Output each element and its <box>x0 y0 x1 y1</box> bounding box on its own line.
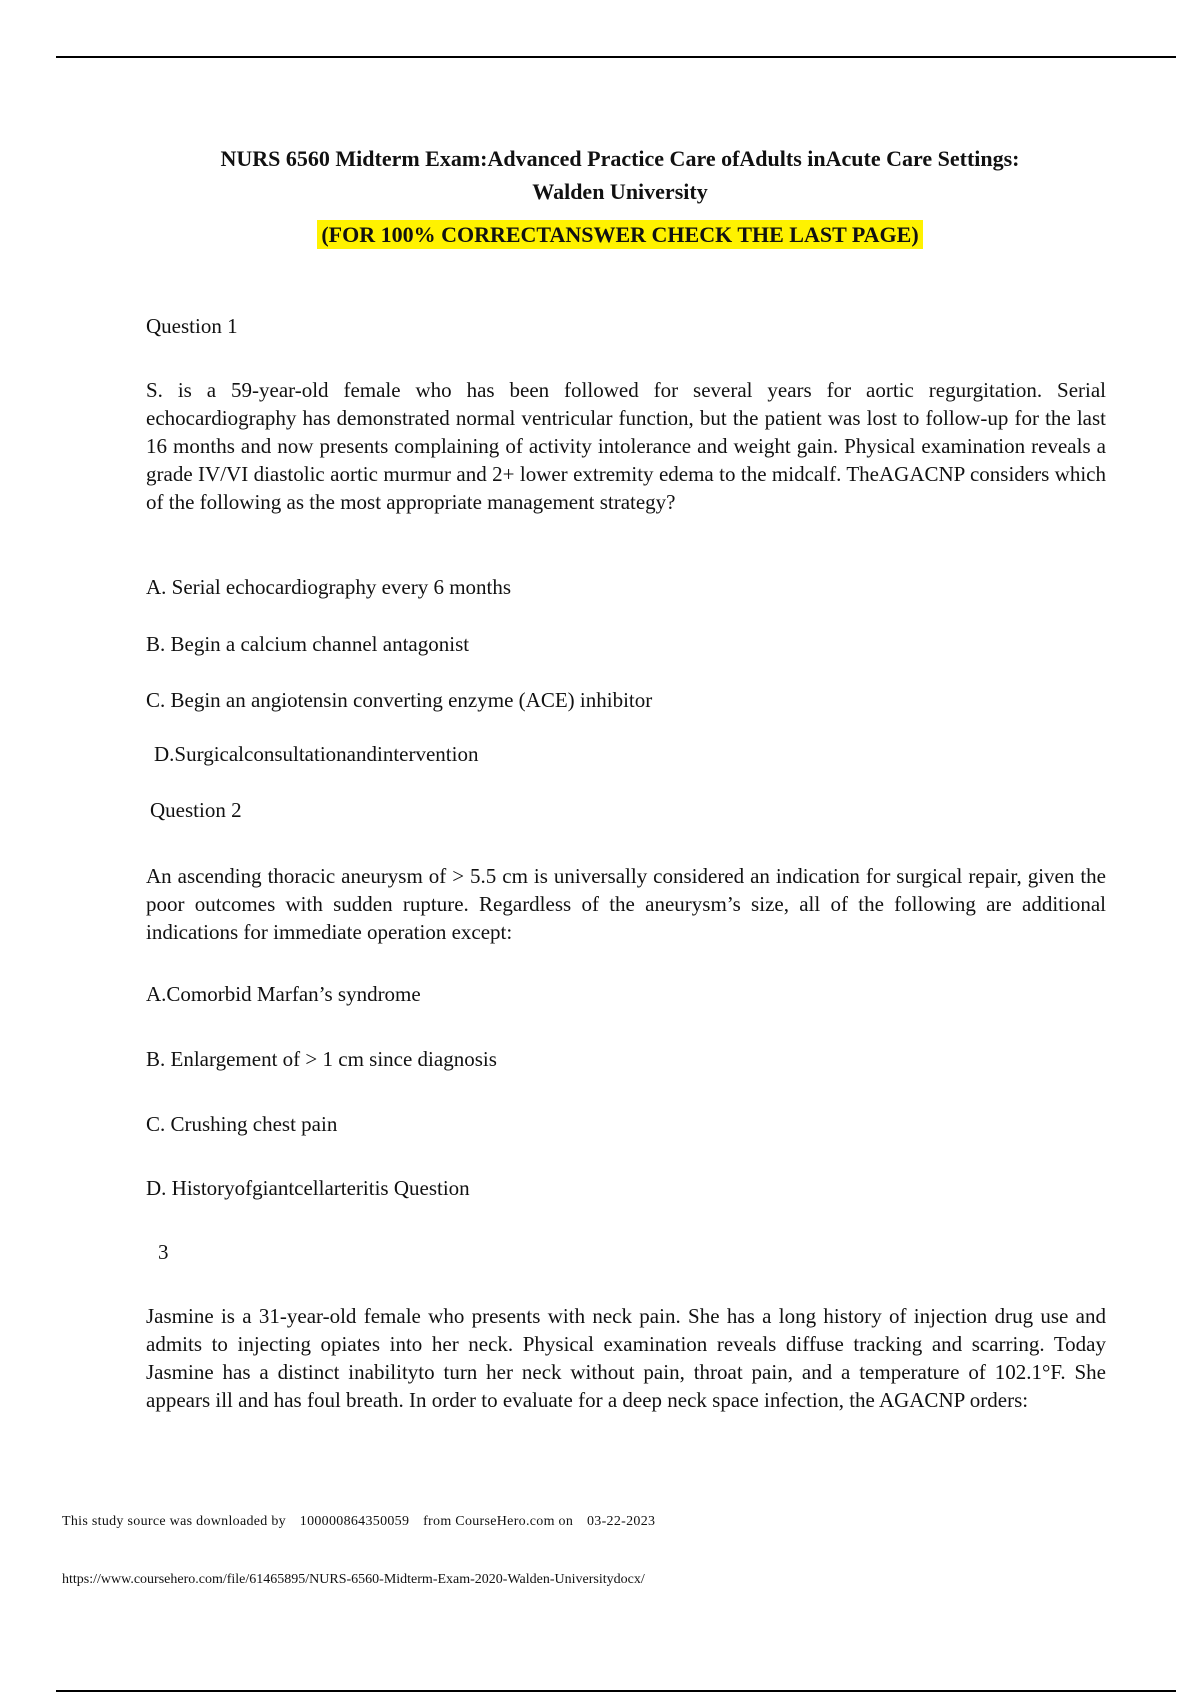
question-2-heading: Question 2 <box>150 798 242 822</box>
question-1-heading: Question 1 <box>146 314 238 338</box>
question-2-option-b: B. Enlargement of > 1 cm since diagnosis <box>146 1047 497 1071</box>
answer-banner <box>0 222 1200 248</box>
download-notice <box>62 1514 665 1530</box>
document-title <box>0 142 1200 208</box>
download-user-id: 100000864350059 <box>299 1514 410 1529</box>
download-source: from CourseHero.com on <box>423 1514 574 1529</box>
download-prefix: This study source was downloaded by <box>62 1514 286 1529</box>
question-2-option-d: D. Historyofgiantcellarteritis Question <box>146 1176 470 1200</box>
question-2-stem: An ascending thoracic aneurysm of > 5.5 cm is universally considered an indication for surgical repair, given the poor outcomes with sudden rupture. Regardless of the aneurysm’s size, all of the following are additional indications for immediate operation except: <box>146 864 1106 944</box>
source-url-link[interactable]: https://www.coursehero.com/file/61465895/NURS-6560-Midterm-Exam-2020-Walden-Universitydocx/ <box>62 1572 645 1587</box>
question-3-stem: Jasmine is a 31-year-old female who presents with neck pain. She has a long history of injection drug use and admits to injecting opiates into her neck. Physical examination reveals diffuse tracking and scarring. Today Jasmine has a distinct inabilityto turn her neck without pain, throat pain, and a temperature of 102.1°F. She appears ill and has foul breath. In order to evaluate for a deep neck space infection, the AGACNP orders: <box>146 1304 1106 1412</box>
question-1-option-b: B. Begin a calcium channel antagonist <box>146 632 470 656</box>
title-line-1: NURS 6560 Midterm Exam:Advanced Practice Care ofAdults inAcute Care Settings: <box>220 146 1020 171</box>
title-line-2: Walden University <box>532 179 708 204</box>
question-1-stem: S. is a 59-year-old female who has been followed for several years for aortic regurgitation. Serial echocardiography has demonstrated normal ventricular function, but the patient was lost to follow-up for the last 16 months and now presents complaining of activity intolerance and weight gain. Physical examination reveals a grade IV/VI diastolic aortic murmur and 2+ lower extremity edema to the midcalf. TheAGACNP considers which of the following as the most appropriate management strategy? <box>146 378 1106 514</box>
question-1-option-a: A. Serial echocardiography every 6 months <box>146 575 512 599</box>
question-1-option-c: C. Begin an angiotensin converting enzyme (ACE) inhibitor <box>146 688 653 712</box>
bottom-rule <box>56 1690 1176 1692</box>
answer-banner-text: (FOR 100% CORRECTANSWER CHECK THE LAST PAGE) <box>317 220 922 249</box>
top-rule <box>56 56 1176 58</box>
question-2-option-a: A.Comorbid Marfan’s syndrome <box>146 982 421 1006</box>
download-date: 03-22-2023 <box>586 1514 656 1529</box>
question-3-heading: 3 <box>158 1240 169 1264</box>
question-2-option-c: C. Crushing chest pain <box>146 1112 338 1136</box>
question-1-option-d: D.Surgicalconsultationandintervention <box>154 742 479 766</box>
